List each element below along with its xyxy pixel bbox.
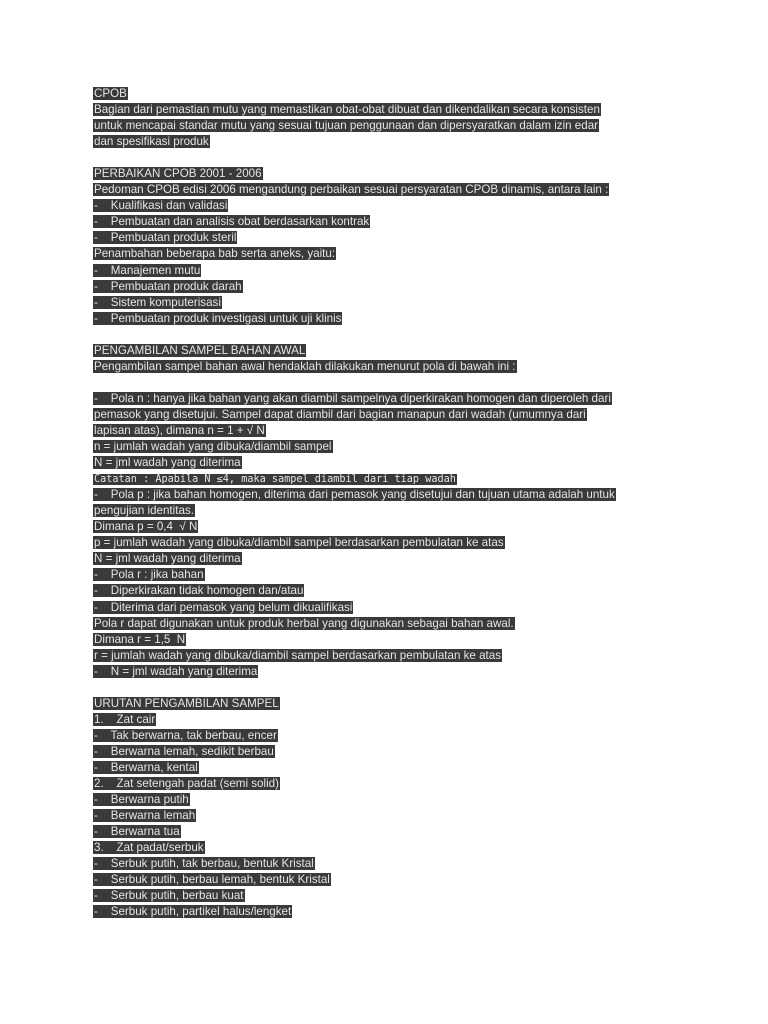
- text-line: [93, 230, 768, 246]
- highlighted-text: PENGAMBILAN SAMPEL BAHAN AWAL: [94, 343, 306, 357]
- blank-line: [93, 327, 768, 343]
- text-line: [93, 664, 768, 680]
- text-line: [93, 872, 768, 888]
- text-line: [93, 391, 768, 407]
- highlighted-text: URUTAN PENGAMBILAN SAMPEL: [94, 696, 279, 710]
- highlighted-text: Dimana r = 1,5 N: [94, 632, 186, 646]
- text-line: [93, 760, 768, 776]
- highlighted-text: - Manajemen mutu: [94, 263, 201, 277]
- text-line: [93, 102, 768, 118]
- blank-line: [93, 680, 768, 696]
- text-line: [93, 696, 768, 712]
- text-line: [93, 600, 768, 616]
- highlighted-text: - Berwarna tua: [94, 825, 180, 839]
- highlighted-text: - Pembuatan dan analisis obat berdasarkan kontrak: [94, 215, 370, 229]
- text-line: [93, 166, 768, 182]
- highlighted-text: - N = jml wadah yang diterima: [94, 664, 258, 678]
- text-line: [93, 535, 768, 551]
- highlighted-text: Pedoman CPOB edisi 2006 mengandung perbaikan sesuai persyaratan CPOB dinamis, antara lain :: [94, 183, 609, 197]
- text-line: [93, 246, 768, 262]
- text-line: [93, 632, 768, 648]
- text-line: [93, 487, 768, 503]
- highlighted-text: - Pola n : hanya jika bahan yang akan diambil sampelnya diperkirakan homogen dan diperoleh dari: [94, 391, 611, 405]
- text-line: [93, 471, 768, 487]
- text-line: [93, 214, 768, 230]
- highlighted-text: 3. Zat padat/serbuk: [94, 841, 204, 855]
- text-line: [93, 423, 768, 439]
- text-line: [93, 712, 768, 728]
- blank-line: [93, 375, 768, 391]
- text-line: [93, 118, 768, 134]
- text-line: [93, 407, 768, 423]
- highlighted-text: 2. Zat setengah padat (semi solid): [94, 777, 279, 791]
- highlighted-text: Bagian dari pemastian mutu yang memastikan obat-obat dibuat dan dikendalikan secara konsisten: [94, 103, 600, 117]
- highlighted-text: - Berwarna putih: [94, 793, 189, 807]
- highlighted-text: N = jml wadah yang diterima: [94, 456, 241, 470]
- highlighted-text: pemasok yang disetujui. Sampel dapat diambil dari bagian manapun dari wadah (umumnya dari: [94, 407, 586, 421]
- text-line: [93, 279, 768, 295]
- highlighted-text: dan spesifikasi produk: [94, 135, 209, 149]
- highlighted-text: - Serbuk putih, berbau kuat: [94, 889, 244, 903]
- text-line: [93, 728, 768, 744]
- highlighted-text: Penambahan beberapa bab serta aneks, yaitu:: [94, 247, 336, 261]
- text-line: [93, 439, 768, 455]
- text-line: [93, 888, 768, 904]
- text-line: [93, 455, 768, 471]
- text-line: [93, 583, 768, 599]
- text-line: [93, 744, 768, 760]
- highlighted-text: pengujian identitas.: [94, 504, 194, 518]
- text-line: [93, 503, 768, 519]
- text-line: [93, 295, 768, 311]
- highlighted-text: - Pola r : jika bahan: [94, 568, 204, 582]
- highlighted-text: - Berwarna lemah, sedikit berbau: [94, 744, 274, 758]
- text-line: [93, 904, 768, 920]
- highlighted-text: 1. Zat cair: [94, 712, 156, 726]
- highlighted-text: CPOB: [94, 87, 127, 100]
- highlighted-text: - Pembuatan produk steril: [94, 231, 237, 245]
- highlighted-text: - Serbuk putih, tak berbau, bentuk Kristal: [94, 857, 314, 871]
- text-line: [93, 359, 768, 375]
- text-line: [93, 311, 768, 327]
- text-line: [93, 551, 768, 567]
- highlighted-text: Catatan : Apabila N ≤4, maka sampel diambil dari tiap wadah: [94, 474, 456, 486]
- highlighted-text: - Serbuk putih, partikel halus/lengket: [94, 905, 292, 919]
- text-line: [93, 198, 768, 214]
- text-line: [93, 616, 768, 632]
- highlighted-text: Pola r dapat digunakan untuk produk herbal yang digunakan sebagai bahan awal.: [94, 616, 514, 630]
- highlighted-text: n = jumlah wadah yang dibuka/diambil sampel: [94, 440, 332, 454]
- highlighted-text: N = jml wadah yang diterima: [94, 552, 241, 566]
- highlighted-text: - Serbuk putih, berbau lemah, bentuk Kristal: [94, 873, 330, 887]
- highlighted-text: lapisan atas), dimana n = 1 + √ N: [94, 423, 265, 437]
- highlighted-text: - Diterima dari pemasok yang belum dikualifikasi: [94, 600, 353, 614]
- blank-line: [93, 150, 768, 166]
- text-line: [93, 86, 768, 102]
- text-line: [93, 134, 768, 150]
- highlighted-text: - Pembuatan produk investigasi untuk uji klinis: [94, 311, 342, 325]
- highlighted-text: - Berwarna, kental: [94, 760, 198, 774]
- highlighted-text: - Pola p : jika bahan homogen, diterima dari pemasok yang disetujui dan tujuan utama adalah untuk: [94, 488, 615, 502]
- text-line: [93, 840, 768, 856]
- highlighted-text: - Berwarna lemah: [94, 809, 196, 823]
- text-line: [93, 776, 768, 792]
- text-line: [93, 792, 768, 808]
- text-line: [93, 519, 768, 535]
- text-line: [93, 343, 768, 359]
- highlighted-text: p = jumlah wadah yang dibuka/diambil sampel berdasarkan pembulatan ke atas: [94, 536, 504, 550]
- highlighted-text: Dimana p = 0,4 √ N: [94, 520, 198, 534]
- highlighted-text: - Pembuatan produk darah: [94, 279, 242, 293]
- text-line: [93, 567, 768, 583]
- text-line: [93, 824, 768, 840]
- highlighted-text: - Tak berwarna, tak berbau, encer: [94, 728, 277, 742]
- text-line: [93, 808, 768, 824]
- highlighted-text: untuk mencapai standar mutu yang sesuai tujuan penggunaan dan dipersyaratkan dalam izin edar: [94, 119, 599, 133]
- highlighted-text: - Diperkirakan tidak homogen dan/atau: [94, 584, 304, 598]
- highlighted-text: - Kualifikasi dan validasi: [94, 199, 228, 213]
- text-line: [93, 182, 768, 198]
- highlighted-text: Pengambilan sampel bahan awal hendaklah dilakukan menurut pola di bawah ini :: [94, 359, 516, 373]
- text-line: [93, 263, 768, 279]
- highlighted-text: PERBAIKAN CPOB 2001 - 2006: [94, 167, 262, 181]
- text-line: [93, 648, 768, 664]
- highlighted-text: r = jumlah wadah yang dibuka/diambil sampel berdasarkan pembulatan ke atas: [94, 648, 501, 662]
- highlighted-text: - Sistem komputerisasi: [94, 295, 221, 309]
- text-line: [93, 856, 768, 872]
